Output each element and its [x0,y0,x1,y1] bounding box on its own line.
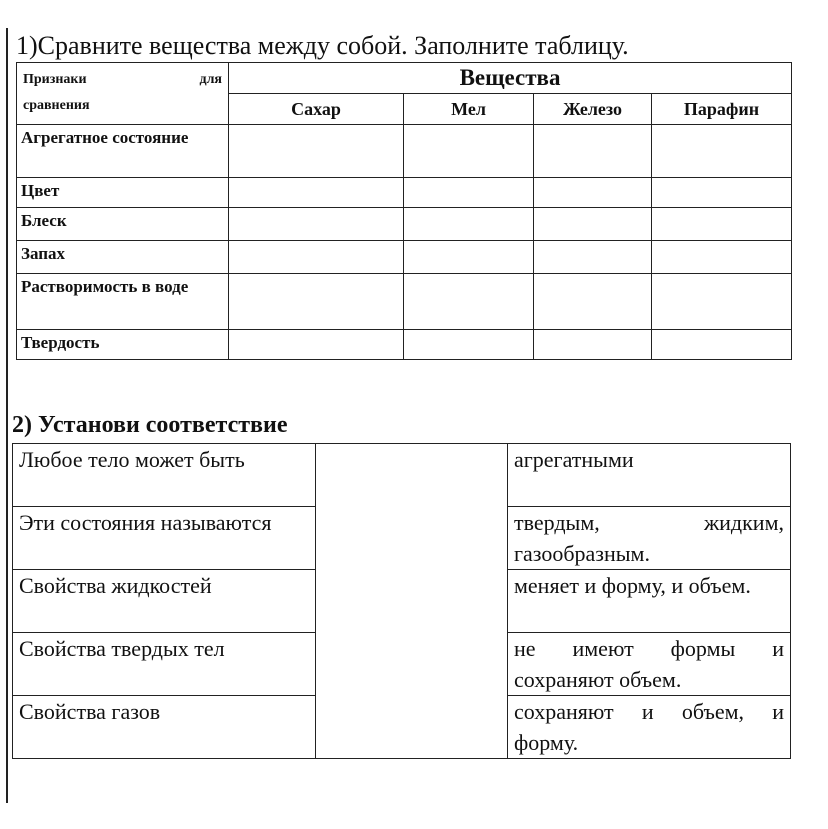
row-label-smell: Запах [17,241,229,274]
table-row [17,330,792,360]
answer-cell[interactable] [229,208,404,241]
match-right-3: меняет и форму, и объем. [508,570,791,633]
matching-table [12,443,791,759]
answer-cell[interactable] [534,274,652,330]
answer-cell[interactable] [229,241,404,274]
criteria-header-word2: для [199,72,222,87]
table-row [13,444,791,507]
answer-cell[interactable] [652,208,792,241]
table-row [17,208,792,241]
substances-header: Вещества [229,63,792,94]
answer-cell[interactable] [534,178,652,208]
answer-cell[interactable] [652,125,792,178]
match-right-1: агрегатными [508,444,791,507]
answer-cell[interactable] [404,178,534,208]
match-left-5: Свойства газов [13,696,316,759]
match-right-2: твердым, жидким, газообразным. [508,507,791,570]
answer-cell[interactable] [229,274,404,330]
criteria-header-word3: сравнения [23,98,90,113]
substance-header-sugar: Сахар [229,94,404,125]
answer-cell[interactable] [534,208,652,241]
row-label-hardness: Твердость [17,330,229,360]
table-row [17,178,792,208]
answer-cell[interactable] [229,125,404,178]
answer-cell[interactable] [404,208,534,241]
answer-cell[interactable] [652,178,792,208]
substance-header-chalk: Мел [404,94,534,125]
row-label-color: Цвет [17,178,229,208]
substance-header-paraffin: Парафин [652,94,792,125]
task2-title: 2) Установи соответствие [12,412,288,438]
substance-header-iron: Железо [534,94,652,125]
row-label-luster: Блеск [17,208,229,241]
answer-cell[interactable] [229,330,404,360]
answer-cell[interactable] [229,178,404,208]
answer-cell[interactable] [652,274,792,330]
match-left-3: Свойства жидкостей [13,570,316,633]
answer-cell[interactable] [534,241,652,274]
match-left-2: Эти состояния называются [13,507,316,570]
table-row [17,274,792,330]
answer-cell[interactable] [404,125,534,178]
answer-cell[interactable] [404,330,534,360]
task1-title: 1)Сравните вещества между собой. Заполните таблицу. [16,31,629,60]
comparison-table [16,62,792,360]
match-right-4: не имеют формы и сохраняют объем. [508,633,791,696]
answer-cell[interactable] [652,241,792,274]
answer-cell[interactable] [534,125,652,178]
criteria-header [17,63,229,125]
criteria-header-word1: Признаки [23,72,87,87]
match-left-1: Любое тело может быть [13,444,316,507]
match-left-4: Свойства твердых тел [13,633,316,696]
row-label-solubility: Растворимость в воде [17,274,229,330]
answer-cell[interactable] [652,330,792,360]
table-row [17,125,792,178]
match-right-5: сохраняют и объем, и форму. [508,696,791,759]
left-margin-rule [6,28,8,803]
answer-cell[interactable] [404,274,534,330]
match-answer-column[interactable] [316,444,508,759]
table-row [17,241,792,274]
answer-cell[interactable] [404,241,534,274]
row-label-state: Агрегатное состояние [17,125,229,178]
answer-cell[interactable] [534,330,652,360]
